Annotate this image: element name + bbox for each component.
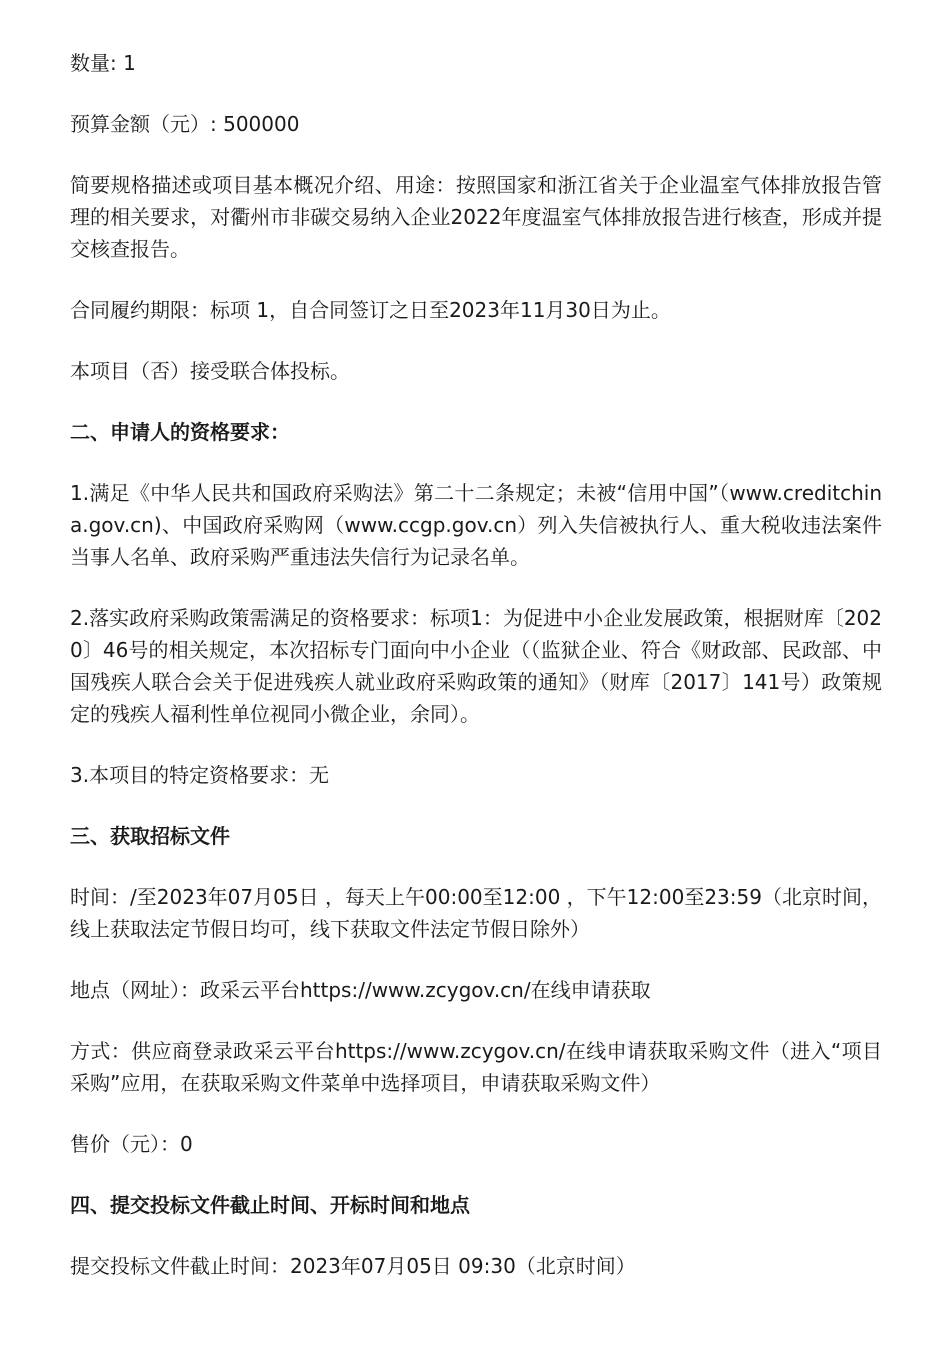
- budget-line: 预算金额（元）: 500000: [70, 112, 300, 136]
- quantity-line: 数量: 1: [70, 51, 136, 75]
- qualification-item-1: 1.满足《中华人民共和国政府采购法》第二十二条规定；未被“信用中国”（www.creditchina.gov.cn)、中国政府采购网（www.ccgp.gov.cn）列入失信被执行人、重大税收违法案件当事人名单、政府采购严重违法失信行为记录名单。: [70, 481, 882, 569]
- section-heading-qualifications: 二、申请人的资格要求：: [70, 420, 290, 444]
- obtain-method: 方式：供应商登录政采云平台https://www.zcygov.cn/在线申请获取采购文件（进入“项目采购”应用，在获取采购文件菜单中选择项目，申请获取采购文件）: [70, 1039, 882, 1095]
- qualification-item-3: 3.本项目的特定资格要求：无: [70, 763, 330, 787]
- obtain-location: 地点（网址）：政采云平台https://www.zcygov.cn/在线申请获取: [70, 978, 651, 1002]
- section-heading-deadline: 四、提交投标文件截止时间、开标时间和地点: [70, 1193, 470, 1217]
- submission-deadline: 提交投标文件截止时间：2023年07月05日 09:30（北京时间）: [70, 1254, 636, 1278]
- consortium-note: 本项目（否）接受联合体投标。: [70, 359, 350, 383]
- document-body: [70, 47, 882, 1282]
- contract-period: 合同履约期限：标项 1，自合同签订之日至2023年11月30日为止。: [70, 298, 671, 322]
- section-heading-obtain-documents: 三、获取招标文件: [70, 824, 230, 848]
- qualification-item-2: 2.落实政府采购政策需满足的资格要求：标项1：为促进中小企业发展政策，根据财库〔2020〕46号的相关规定，本次招标专门面向中小企业（（监狱企业、符合《财政部、民政部、中国残疾人联合会关于促进残疾人就业政府采购政策的通知》（财库〔2017〕141号）政策规定的残疾人福利性单位视同小微企业，余同）。: [70, 606, 882, 726]
- document-price: 售价（元）：0: [70, 1132, 193, 1156]
- project-description: 简要规格描述或项目基本概况介绍、用途：按照国家和浙江省关于企业温室气体排放报告管理的相关要求，对衢州市非碳交易纳入企业2022年度温室气体排放报告进行核查，形成并提交核查报告。: [70, 173, 882, 261]
- obtain-time: 时间：/至2023年07月05日 ，每天上午00:00至12:00 ，下午12:00至23:59（北京时间，线上获取法定节假日均可，线下获取文件法定节假日除外）: [70, 885, 882, 941]
